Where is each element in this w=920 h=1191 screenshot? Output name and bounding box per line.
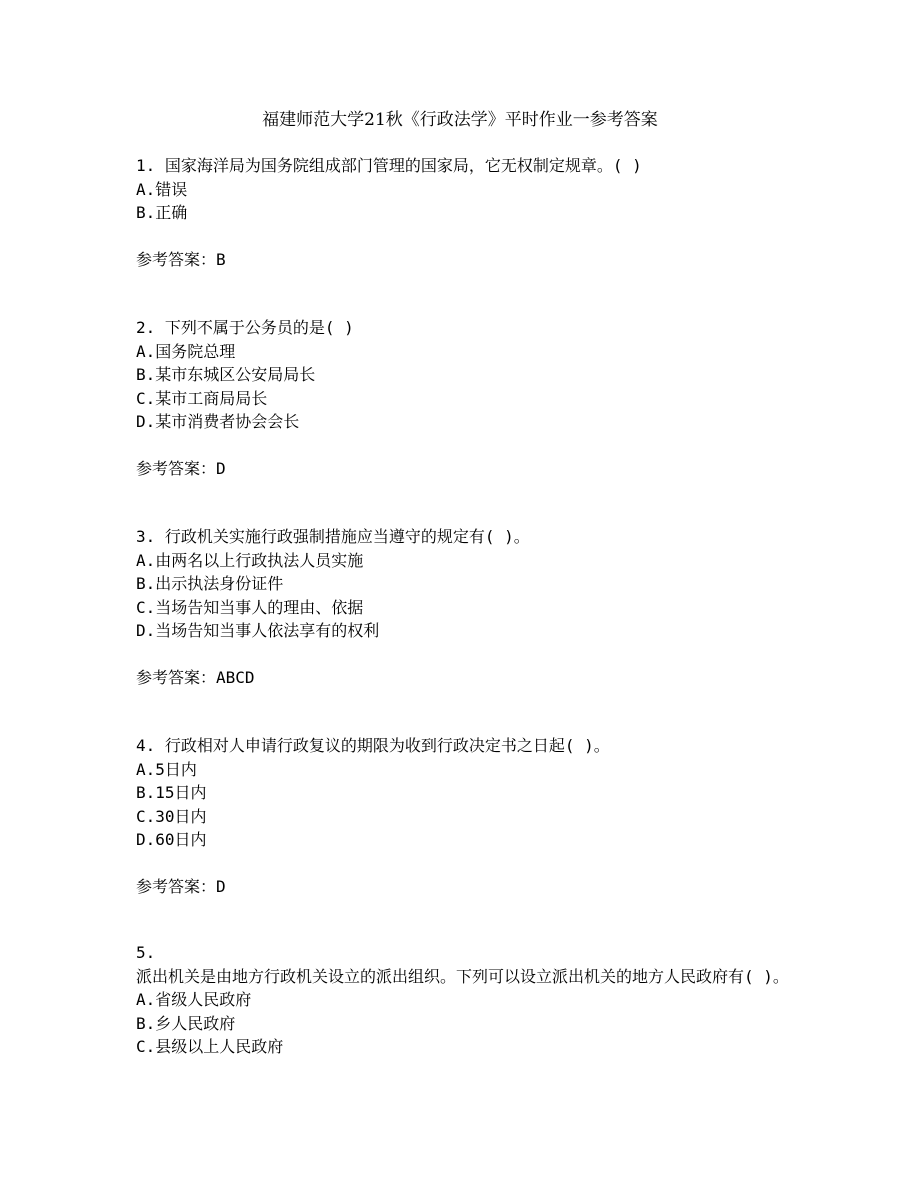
- option-b: B.出示执法身份证件: [136, 574, 284, 593]
- question-stem: 2. 下列不属于公务员的是( ): [136, 318, 354, 337]
- question-stem: 3. 行政机关实施行政强制措施应当遵守的规定有( )。: [136, 527, 530, 546]
- option-d: D.某市消费者协会会长: [136, 412, 300, 431]
- question-stem: 1. 国家海洋局为国务院组成部门管理的国家局，它无权制定规章。( ): [136, 156, 642, 175]
- reference-answer: 参考答案：D: [136, 458, 226, 478]
- option-a: A.省级人民政府: [136, 990, 252, 1009]
- question-5: [136, 941, 796, 1059]
- option-b: B.某市东城区公安局局长: [136, 365, 316, 384]
- question-stem: 4. 行政相对人申请行政复议的期限为收到行政决定书之日起( )。: [136, 736, 610, 755]
- question-4: [136, 734, 796, 898]
- question-number: 5.: [136, 943, 156, 962]
- option-a: A.错误: [136, 179, 188, 199]
- option-a: A.由两名以上行政执法人员实施: [136, 550, 364, 570]
- question-stem: 派出机关是由地方行政机关设立的派出组织。下列可以设立派出机关的地方人民政府有( )。: [136, 966, 789, 986]
- option-c: C.30日内: [136, 806, 207, 826]
- option-d: D.60日内: [136, 830, 207, 849]
- option-a: A.国务院总理: [136, 341, 236, 361]
- question-3: [136, 525, 796, 689]
- option-c: C.某市工商局局长: [136, 388, 268, 408]
- reference-answer: 参考答案：D: [136, 876, 226, 896]
- option-b: B.15日内: [136, 783, 207, 802]
- option-a: A.5日内: [136, 759, 197, 779]
- option-c: C.县级以上人民政府: [136, 1037, 284, 1056]
- reference-answer: 参考答案：ABCD: [136, 667, 255, 687]
- reference-answer: 参考答案：B: [136, 249, 226, 269]
- question-2: [136, 316, 796, 480]
- question-1: [136, 154, 796, 271]
- option-c: C.当场告知当事人的理由、依据: [136, 597, 364, 617]
- option-b: B.乡人民政府: [136, 1013, 236, 1033]
- option-d: D.当场告知当事人依法享有的权利: [136, 621, 380, 640]
- option-b: B.正确: [136, 203, 188, 222]
- document-title: 福建师范大学21秋《行政法学》平时作业一参考答案: [262, 110, 658, 130]
